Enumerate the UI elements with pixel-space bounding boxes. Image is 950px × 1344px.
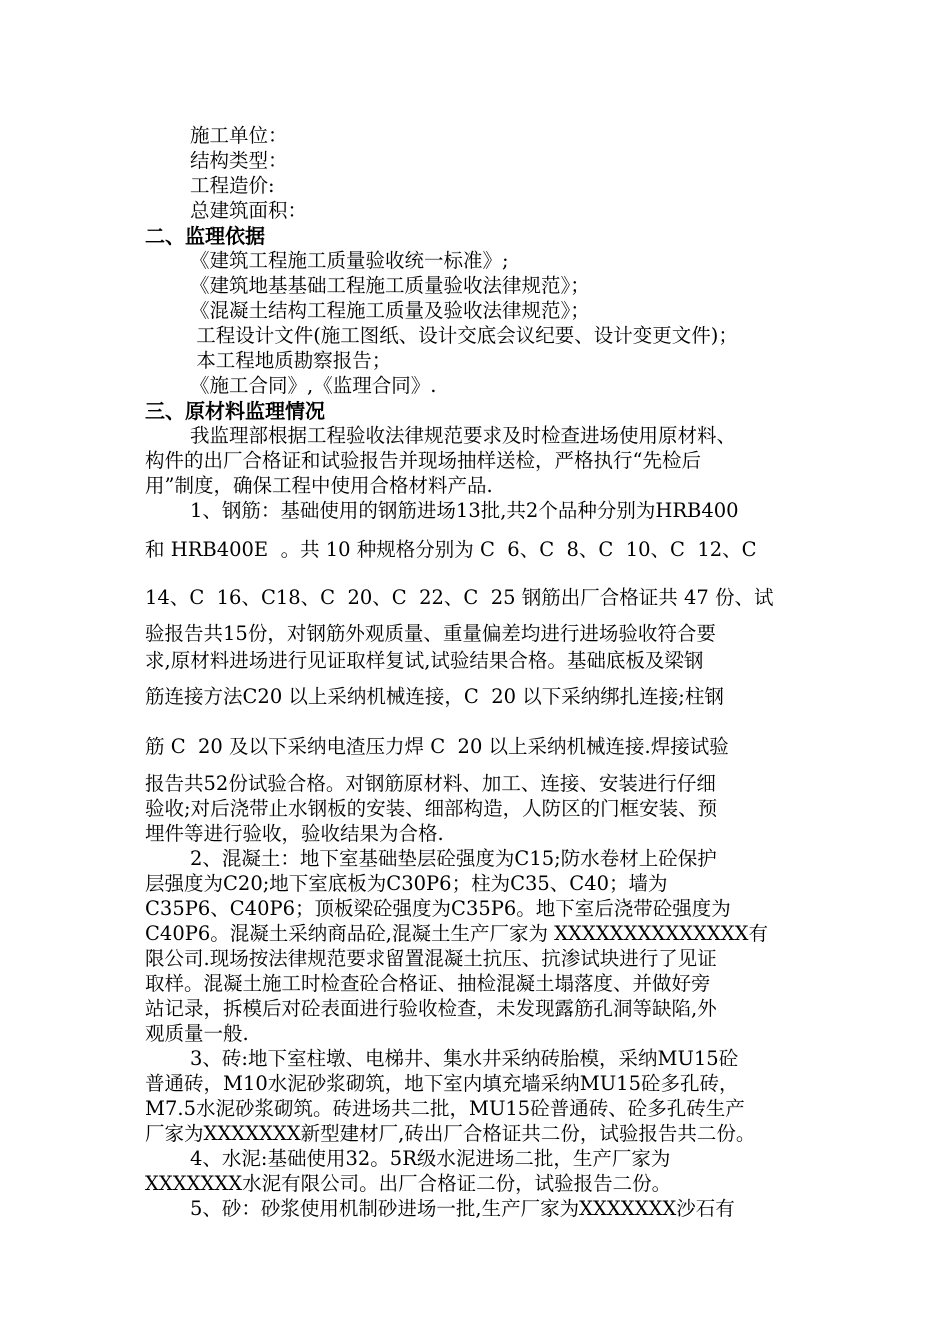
paragraph-line: XXXXXXX水泥有限公司。出厂合格证二份，试验报告二份。 [145, 1172, 672, 1195]
paragraph-line: 14、C 16、C18、C 20、C 22、C 25 钢筋出厂合格证共 47 份、试 [145, 586, 774, 609]
paragraph-line: 报告共52份试验合格。对钢筋原材料、加工、连接、安装进行仔细 [145, 772, 716, 795]
basis-item: 《建筑工程施工质量验收统一标准》; [190, 249, 509, 272]
paragraph-line: C40P6。混凝土采纳商品砼,混凝土生产厂家为 XXXXXXXXXXXXXX有 [145, 922, 769, 945]
paragraph-line: 限公司.现场按法律规范要求留置混凝土抗压、抗渗试块进行了见证 [145, 947, 717, 970]
structure-type-label: 结构类型： [190, 149, 288, 172]
paragraph-line: 验收;对后浇带止水钢板的安装、细部构造，人防区的门框安装、预 [145, 797, 718, 820]
paragraph-line: C35P6、C40P6；顶板梁砼强度为C35P6。地下室后浇带砼强度为 [145, 897, 731, 920]
paragraph-line: 和 HRB400E 。共 10 种规格分别为 C 6、C 8、C 10、C 12、C [145, 538, 757, 561]
paragraph-line: 构件的出厂合格证和试验报告并现场抽样送检，严格执行“先检后 [145, 449, 701, 472]
paragraph-line: 4、水泥:基础使用32。5R级水泥进场二批，生产厂家为 [190, 1147, 671, 1170]
paragraph-line: 筋 C 20 及以下采纳电渣压力焊 C 20 以上采纳机械连接.焊接试验 [145, 735, 729, 758]
basis-item: 《混凝土结构工程施工质量及验收法律规范》； [190, 299, 590, 322]
construction-unit-label: 施工单位： [190, 124, 288, 147]
paragraph-line: 1、钢筋：基础使用的钢筋进场13批,共2个品种分别为HRB400 [190, 499, 739, 522]
paragraph-line: 普通砖，M10水泥砂浆砌筑，地下室内填充墙采纳MU15砼多孔砖， [145, 1072, 739, 1095]
paragraph-line: 3、砖:地下室柱墩、电梯井、集水井采纳砖胎模，采纳MU15砼 [190, 1047, 739, 1070]
paragraph-line: 厂家为XXXXXXX新型建材厂,砖出厂合格证共二份，试验报告共二份。 [145, 1122, 756, 1145]
basis-item: 《建筑地基基础工程施工质量验收法律规范》； [190, 274, 590, 297]
paragraph-line: 5、砂：砂浆使用机制砂进场一批,生产厂家为XXXXXXX沙石有 [190, 1197, 735, 1220]
basis-item: 工程设计文件(施工图纸、设计交底会议纪要、设计变更文件)； [190, 324, 738, 347]
paragraph-line: 观质量一般. [145, 1022, 249, 1045]
paragraph-line: 层强度为C20;地下室底板为C30P6；柱为C35、C40；墙为 [145, 872, 668, 895]
basis-item: 《施工合同》,《监理合同》. [190, 374, 437, 397]
paragraph-line: 验报告共15份，对钢筋外观质量、重量偏差均进行进场验收符合要 [145, 622, 716, 645]
paragraph-line: 2、混凝土：地下室基础垫层砼强度为C15;防水卷材上砼保护 [190, 847, 717, 870]
basis-item: 本工程地质勘察报告； [190, 349, 392, 372]
paragraph-line: 站记录，拆模后对砼表面进行验收检查，未发现露筋孔洞等缺陷,外 [145, 997, 717, 1020]
paragraph-line: 用”制度，确保工程中使用合格材料产品. [145, 474, 493, 497]
paragraph-line: 筋连接方法C20 以上采纳机械连接，C 20 以下采纳绑扎连接;柱钢 [145, 685, 724, 708]
paragraph-line: 求,原材料进场进行见证取样复试,试验结果合格。基础底板及梁钢 [145, 649, 704, 672]
paragraph-line: 取样。混凝土施工时检查砼合格证、抽检混凝土塌落度、并做好旁 [145, 972, 711, 995]
paragraph-line: 埋件等进行验收，验收结果为合格. [145, 822, 444, 845]
section-basis-heading: 二、监理依据 [145, 224, 265, 248]
cost-label: 工程造价: [190, 174, 275, 197]
section-materials-heading: 三、原材料监理情况 [145, 399, 325, 423]
paragraph-line: 我监理部根据工程验收法律规范要求及时检查进场使用原材料、 [190, 424, 737, 447]
area-label: 总建筑面积： [190, 199, 308, 222]
paragraph-line: M7.5水泥砂浆砌筑。砖进场共二批，MU15砼普通砖、砼多孔砖生产 [145, 1097, 745, 1120]
